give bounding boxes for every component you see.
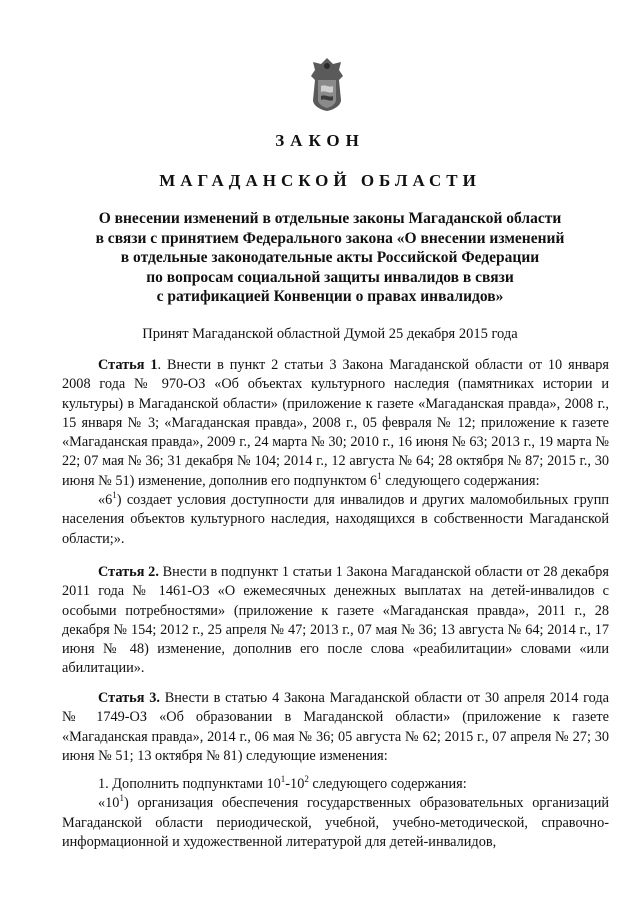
item-1-intro: 1. Дополнить подпунктами $10^1-10^2$ следующего содержания:	[98, 774, 467, 792]
coat-of-arms-icon	[307, 56, 347, 112]
article-1-paragraph: Статья 1. Внести в пункт 2 статьи 3 Закона Магаданской области от 10 января 2008 года № 970-ОЗ «Об объектах культурного наследия (памятниках истории и культуры) в Магаданской области» (приложение к газете «Магаданская правда», 2008 г., 15 января № 3; «Магаданская правда», 2008 г., 05 февраля № 12; приложение к газете «Магаданская правда», 2009 г., 24 марта № 30; 2010 г., 16 июня № 63; 2013 г., 19 марта № 22; 07 мая № 36; 31 декабря № 104; 2014 г., 12 августа № 64; 28 октября № 87; 2015 г., 30 июня № 51) изменение, дополнив его подпунктом $6^1$ следующего содержания:	[62, 357, 609, 489]
article-2	[62, 563, 609, 679]
document-type-title: ЗАКОН	[275, 131, 365, 150]
document-region-title: МАГАДАНСКОЙ ОБЛАСТИ	[159, 171, 481, 190]
article-1-quote: «$6^1$) создает условия доступности для инвалидов и других маломобильных групп населения объектов культурного наследия, находящихся в собственности Магаданской области;».	[62, 490, 609, 547]
law-title-line: в отдельные законодательные акты Российской Федерации	[120, 249, 540, 266]
article-3-paragraph: Статья 3. Внести в статью 4 Закона Магаданской области от 30 апреля 2014 года № 1749-ОЗ «Об образовании в Магаданской области» (приложение к газете «Магаданская правда», 2014 г., 06 мая № 36; 05 августа № 62; 2015 г., 07 апреля № 27; 30 июня № 51; 13 октября № 81) следующие изменения:	[62, 690, 609, 764]
article-3-item-1	[62, 775, 609, 852]
law-title-line: по вопросам социальной защиты инвалидов в связи	[146, 268, 514, 286]
law-title-line: в связи с принятием Федерального закона «О внесении изменений	[95, 229, 565, 247]
article-2-label: Статья 2.	[98, 564, 159, 580]
article-3	[62, 689, 609, 766]
law-title	[40, 209, 620, 307]
law-title-line: О внесении изменений в отдельные законы Магаданской области	[98, 210, 562, 227]
article-1	[62, 356, 609, 549]
item-1-quote: «$10^1$) организация обеспечения государственных образовательных организаций Магаданской области периодической, учебной, учебно-методической, справочно-информационной и художественной литературой для детей-инвалидов,	[62, 793, 609, 850]
adoption-note: Принят Магаданской областной Думой 25 декабря 2015 года	[142, 326, 518, 342]
law-title-line: с ратификацией Конвенции о правах инвалидов»	[156, 288, 504, 305]
article-3-label: Статья 3.	[98, 690, 160, 706]
article-2-paragraph: Статья 2. Внести в подпункт 1 статьи 1 Закона Магаданской области от 28 декабря 2011 года № 1461-ОЗ «О ежемесячных денежных выплатах на детей-инвалидов с особыми потребностями» (приложение к газете «Магаданская правда», 2011 г., 28 декабря № 154; 2012 г., 25 апреля № 47; 2013 г., 07 мая № 36; 13 августа № 64; 2014 г., 17 июня № 48) изменение, дополнив его после слова «реабилитации» словами «или абилитации».	[62, 564, 609, 677]
article-1-label: Статья 1	[98, 357, 158, 373]
